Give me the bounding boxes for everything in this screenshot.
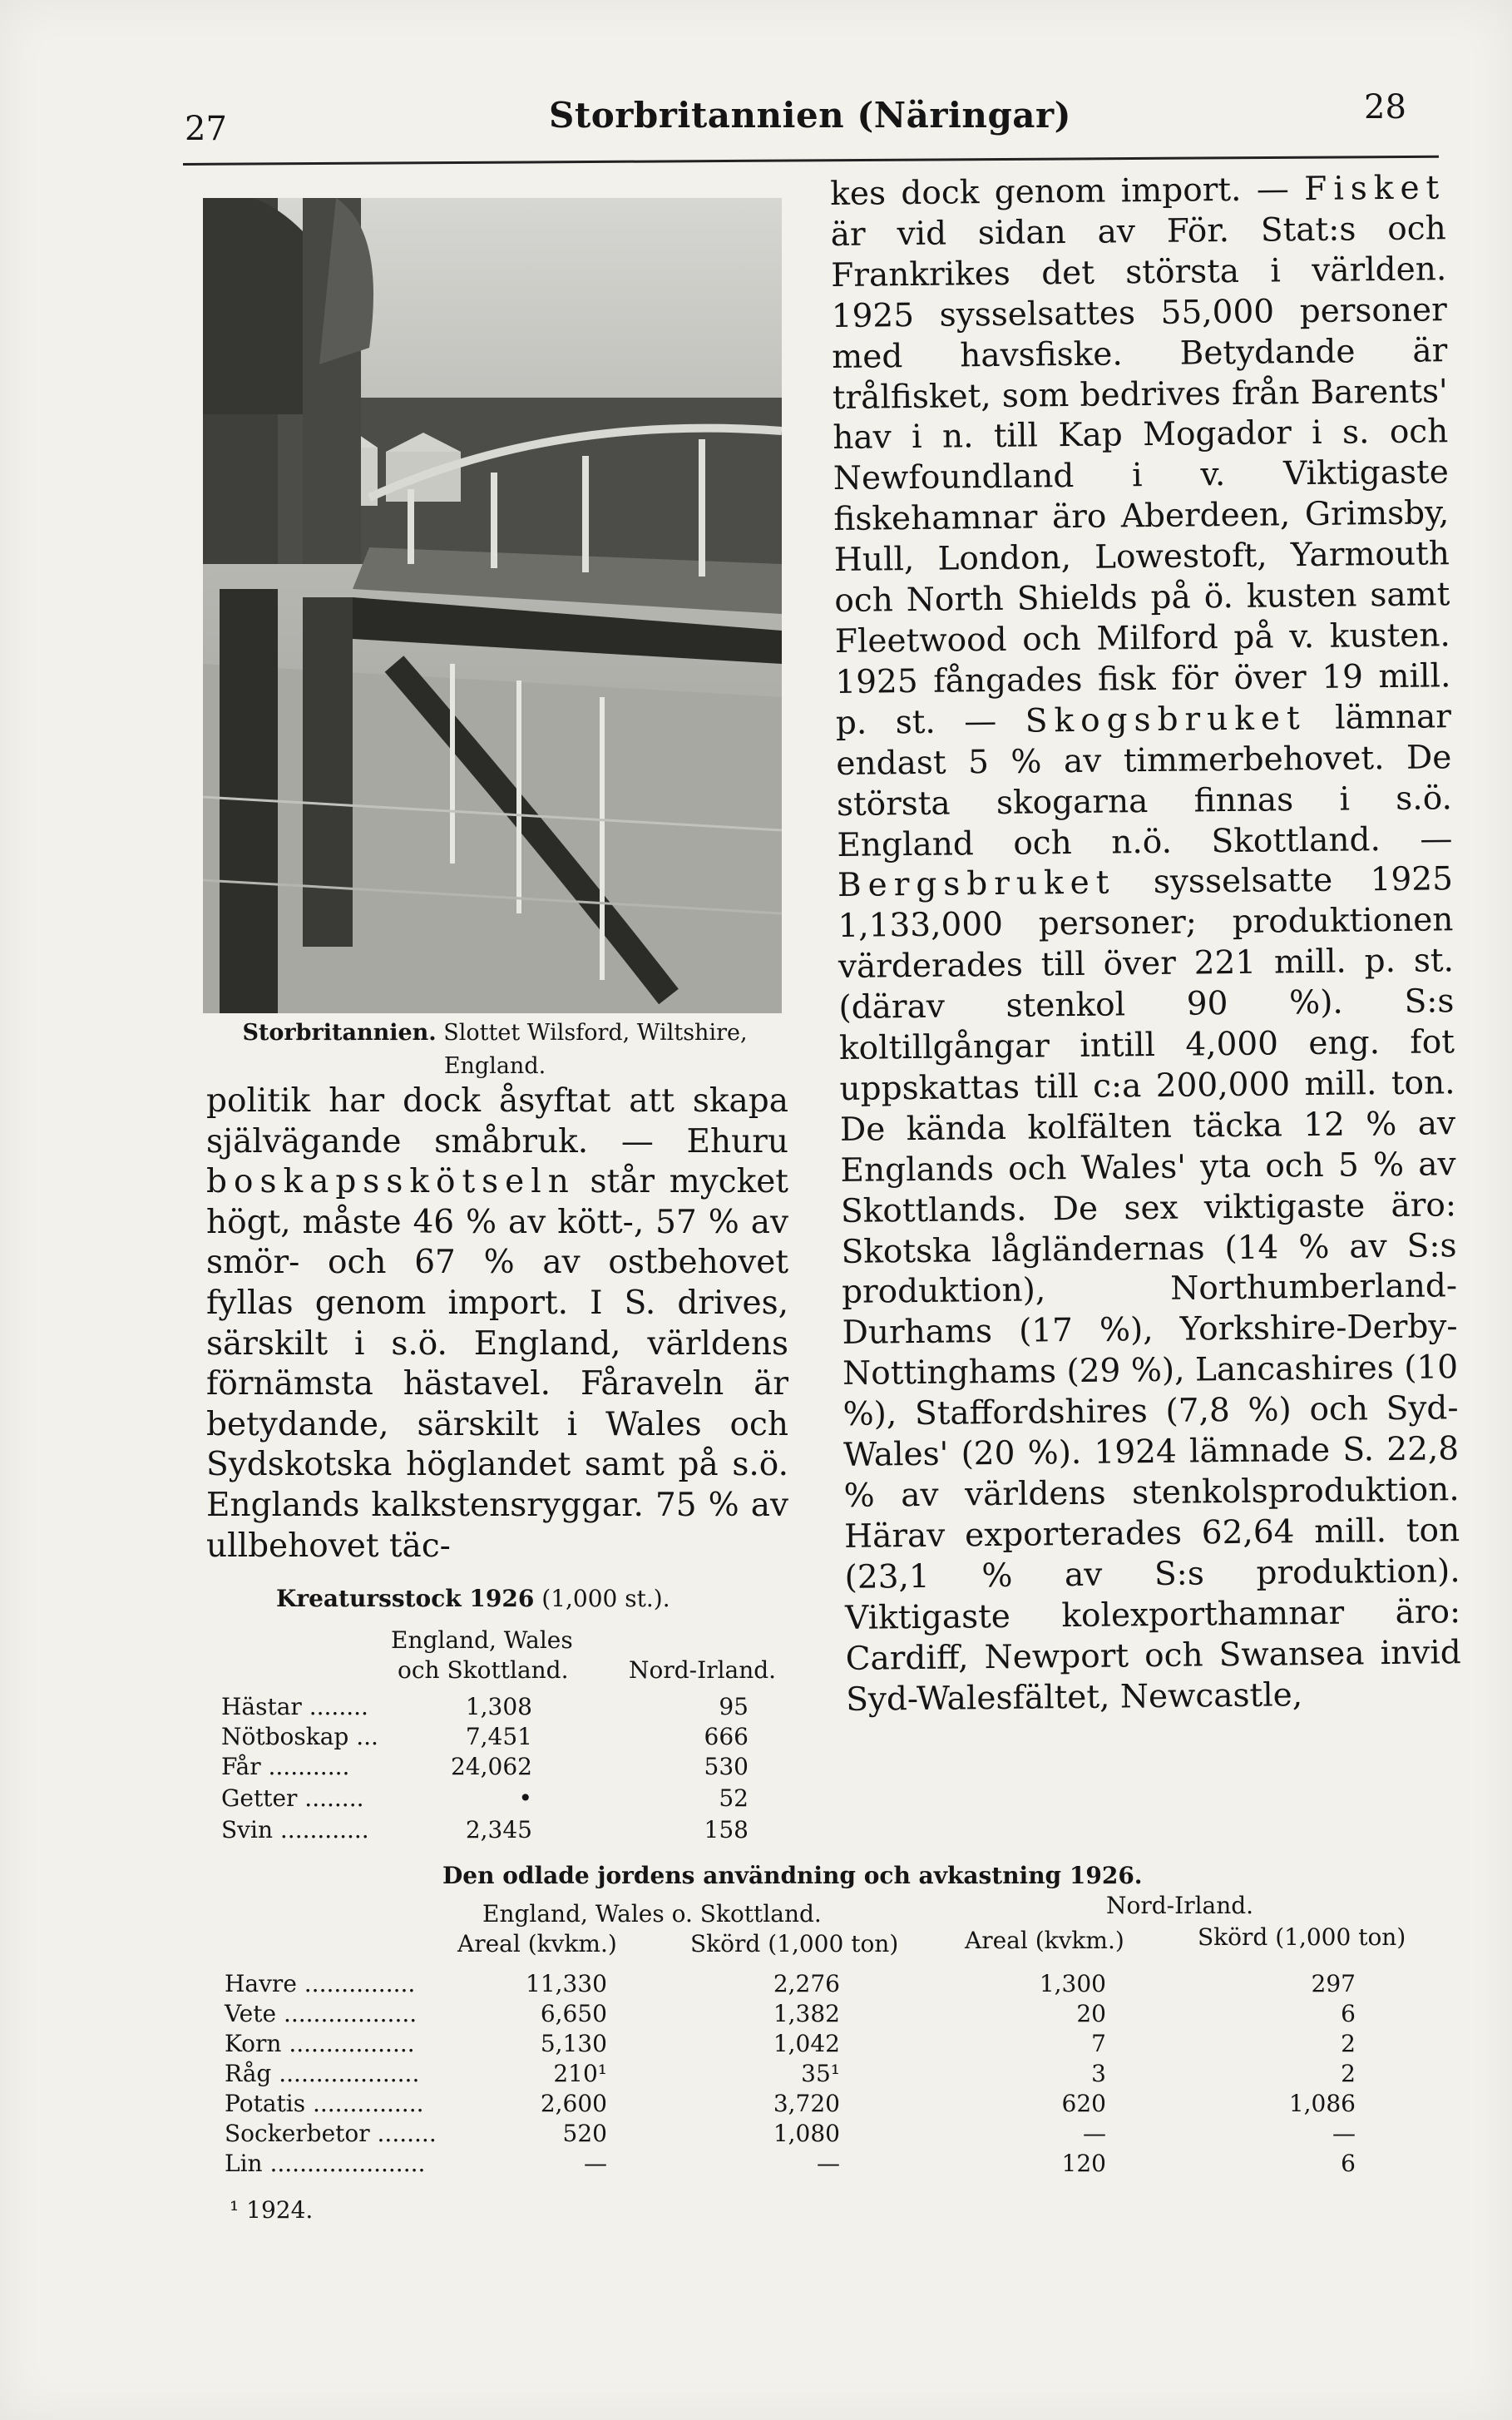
table-row [208, 2120, 1455, 2150]
keyword-boskapsskotseln: boskapsskötseln [206, 1163, 576, 1201]
cell-skord-ni: 6 [1341, 2150, 1356, 2177]
row-label: Får ........... [221, 1753, 350, 1780]
keyword-fisket: Fisket [1304, 169, 1446, 209]
photo-caption [200, 1017, 790, 1083]
page-header [0, 0, 1512, 183]
cell-england: 1,308 [465, 1693, 532, 1720]
crop-skord2-header: Skörd (1,000 ton) [1198, 1923, 1406, 1951]
cell-skord-eng: 1,042 [773, 2030, 840, 2057]
cell-areal-eng: 520 [562, 2120, 607, 2147]
cell-skord-ni: 1,086 [1288, 2090, 1356, 2117]
left-text-column [206, 1081, 788, 1566]
table-row [208, 2090, 1455, 2120]
cell-skord-eng: 3,720 [773, 2090, 840, 2117]
right-text-a: kes dock genom import. — [830, 171, 1290, 213]
crop-skord1-header: Skörd (1,000 ton) [690, 1930, 899, 1957]
footnote: ¹ 1924. [230, 2196, 314, 2224]
cell-areal-eng: 2,600 [540, 2090, 607, 2117]
cell-areal-eng: 210¹ [553, 2060, 607, 2087]
row-label: Lin ..................... [225, 2150, 426, 2177]
cell-skord-eng: 2,276 [773, 1970, 840, 1997]
cell-areal-eng: 11,330 [526, 1970, 607, 1997]
crop-group1-header: England, Wales o. Skottland. [482, 1900, 822, 1928]
row-label: Havre ............... [225, 1970, 416, 1997]
cell-areal-ni: — [1083, 2120, 1106, 2147]
cell-nord-irland: 666 [704, 1723, 749, 1750]
right-text-b: är vid sidan av För. Stat:s och Frankrikes det största i världen. 1925 sysselsattes 55,000 personer med havsfiske. Betydande är trålfisket, som bedrives från Barents' hav i n. till Kap Mogador i s. och Newfoundland i v. Viktigaste fiskehamnar äro Aberdeen, Grimsby, Hull, London, Lowestoft, Yarmouth och North Shields på ö. kusten samt Fleetwood och Milford på v. kusten. 1925 fångades fisk för över 19 mill. p. st. — [830, 210, 1451, 742]
cell-england: 2,345 [465, 1816, 532, 1843]
cell-skord-ni: — [1332, 2120, 1356, 2147]
cell-skord-eng: 1,382 [773, 2000, 840, 2027]
table-row [208, 1784, 807, 1814]
cell-england: 7,451 [465, 1723, 532, 1750]
cell-areal-ni: 20 [1076, 2000, 1106, 2027]
right-text-c: lämnar endast 5 % av timmerbehovet. De största skogarna finnas i s.ö. England och n.ö. Skottland. — [836, 697, 1453, 864]
cell-areal-ni: 7 [1091, 2030, 1106, 2057]
row-label: Hästar ........ [221, 1693, 368, 1720]
row-label: Nötboskap ... [221, 1723, 378, 1750]
keyword-bergsbruket: Bergsbruket [837, 864, 1116, 905]
cell-skord-ni: 297 [1311, 1970, 1356, 1997]
cell-skord-eng: 1,080 [773, 2120, 840, 2147]
livestock-table-title [276, 1585, 670, 1612]
row-label: Potatis ............... [225, 2090, 424, 2117]
cell-skord-ni: 2 [1341, 2030, 1356, 2057]
cell-skord-ni: 6 [1341, 2000, 1356, 2027]
right-text-column [830, 168, 1461, 1720]
table-row [208, 1753, 807, 1783]
caption-bold: Storbritannien. [242, 1020, 437, 1046]
cell-areal-ni: 3 [1091, 2060, 1106, 2087]
cell-areal-eng: — [584, 2150, 607, 2177]
cell-areal-ni: 620 [1061, 2090, 1106, 2117]
cell-areal-eng: 5,130 [540, 2030, 607, 2057]
crop-areal2-header: Areal (kvkm.) [965, 1927, 1124, 1954]
running-title: Storbritannien (Näringar) [549, 95, 1072, 136]
table-row [208, 2060, 1455, 2090]
cell-skord-ni: 2 [1341, 2060, 1356, 2087]
left-text-2: står mycket högt, måste 46 % av kött-, 57 % av smör- och 67 % av ostbehovet fyllas genom import. I S. drives, särskilt i s.ö. England, världens förnämsta hästavel. Fåraveln är betydande, särskilt i Wales och Sydskotska höglandet samt på s.ö. Englands kalkstensryggar. 75 % av ullbehovet täc- [206, 1163, 788, 1565]
livestock-col1-header-line1: England, Wales [391, 1626, 573, 1654]
caption-text: Slottet Wilsford, Wiltshire, England. [443, 1020, 748, 1079]
livestock-col1-header-line2: och Skottland. [398, 1656, 569, 1684]
table-row [208, 1693, 807, 1723]
table-row [208, 2000, 1455, 2030]
livestock-title-rest: (1,000 st.). [541, 1585, 670, 1612]
crop-areal1-header: Areal (kvkm.) [457, 1930, 617, 1957]
keyword-skogsbruket: Skogsbruket [1025, 699, 1307, 740]
cell-nord-irland: 95 [719, 1693, 749, 1720]
left-text-1: politik har dock åsyftat att skapa självägande småbruk. — Ehuru [206, 1082, 788, 1161]
livestock-title-bold: Kreatursstock 1926 [276, 1585, 535, 1612]
cell-nord-irland: 158 [704, 1816, 749, 1843]
cell-england: • [518, 1784, 532, 1812]
row-label: Getter ........ [221, 1784, 364, 1812]
table-row [208, 1723, 807, 1753]
cell-areal-ni: 1,300 [1039, 1970, 1106, 1997]
row-label: Sockerbetor ........ [225, 2120, 437, 2147]
cell-skord-eng: 35¹ [801, 2060, 840, 2087]
photo-wilsford-castle [203, 198, 782, 1013]
cell-england: 24,062 [451, 1753, 532, 1780]
cell-nord-irland: 530 [704, 1753, 749, 1780]
cell-skord-eng: — [817, 2150, 840, 2177]
row-label: Svin ............ [221, 1816, 369, 1843]
cell-nord-irland: 52 [719, 1784, 749, 1812]
header-rule [183, 156, 1439, 166]
cell-areal-ni: 120 [1061, 2150, 1106, 2177]
table-row [208, 2150, 1455, 2180]
row-label: Råg ................... [225, 2060, 420, 2087]
page-number-left: 27 [185, 110, 227, 148]
crop-table-title: Den odlade jordens användning och avkastning 1926. [442, 1862, 1143, 1889]
row-label: Korn ................. [225, 2030, 415, 2057]
right-paragraph [830, 168, 1461, 1720]
livestock-col2-header: Nord-Irland. [629, 1656, 777, 1684]
left-paragraph [206, 1081, 788, 1566]
crop-group2-header: Nord-Irland. [1106, 1892, 1254, 1919]
cell-areal-eng: 6,650 [540, 2000, 607, 2027]
table-row [208, 1816, 807, 1846]
page-number-right: 28 [1364, 88, 1406, 126]
row-label: Vete .................. [225, 2000, 418, 2027]
table-row [208, 1970, 1455, 2000]
table-row [208, 2030, 1455, 2060]
right-text-d: sysselsatte 1925 1,133,000 personer; produktionen värderades till över 221 mill. p. st. (därav stenkol 90 %). S:s koltillgångar intill 4,000 eng. fot uppskattas till c:a 200,000 mill. ton. De kända kolfälten täcka 12 % av Englands och Wales' yta och 5 % av Skottlands. De sex viktigaste äro: Skotska lågländernas (14 % av S:s produktion), Northumberland-Durhams (17 %), Yorkshire-Derby-Nottinghams (29 %), Lancashires (10 %), Staffordshires (7,8 %) och Syd-Wales' (20 %). 1924 lämnade S. 22,8 % av världens stenkolsproduktion. Härav exporterades 62,64 mill. ton (23,1 % av S:s produktion). Viktigaste kolexporthamnar äro: Cardiff, Newport och Swansea invid Syd-Walesfältet, Newcastle, [838, 860, 1461, 1719]
